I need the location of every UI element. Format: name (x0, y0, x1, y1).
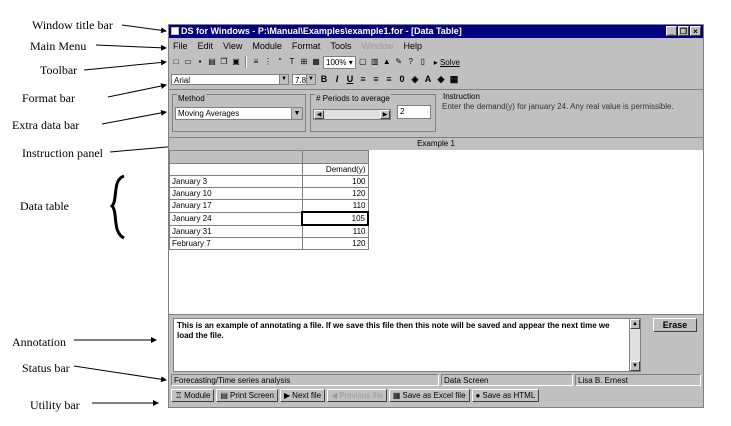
annotation-text[interactable]: This is an example of annotating a file. If we save this file then this note will be saved and appear the next time we load the file. (177, 321, 610, 340)
table-row (170, 212, 369, 225)
save-html-button[interactable]: ● Save as HTML (472, 389, 540, 402)
scroll-left-arrow[interactable]: ◀ (314, 110, 324, 119)
row-label[interactable]: January 10 (170, 188, 303, 200)
instruction-label: Instruction (443, 92, 480, 101)
align-left-icon[interactable]: ≡ (360, 74, 366, 84)
menu-module[interactable]: Module (252, 41, 282, 51)
menu-file[interactable]: File (173, 41, 188, 51)
minimize-button[interactable]: _ (666, 26, 677, 36)
status-bar (171, 374, 701, 386)
column-header-demand[interactable]: Demand(y) (302, 164, 368, 176)
annotation-scrollbar[interactable] (629, 319, 640, 371)
label-status-bar: Status bar (22, 361, 70, 375)
row-label[interactable]: January 3 (170, 176, 303, 188)
row-label[interactable]: January 17 (170, 200, 303, 213)
new-file-icon[interactable]: □ (173, 57, 179, 66)
module-icon: ♖ (175, 391, 183, 400)
status-screen: Data Screen (441, 374, 573, 386)
demand-cell[interactable]: 100 (302, 176, 368, 188)
row-label[interactable]: January 24 (170, 212, 303, 225)
window-title: DS for Windows - P:\Manual\Examples\example1.for - [Data Table] (181, 26, 462, 36)
header-cell (170, 151, 303, 164)
font-select[interactable]: Arial ▼ (171, 74, 289, 85)
italic-button[interactable]: I (335, 74, 339, 84)
demand-cell[interactable]: 110 (302, 225, 368, 238)
periods-group (310, 94, 436, 132)
quote-icon[interactable]: " (278, 57, 282, 66)
copy-icon[interactable]: ❐ (220, 57, 228, 66)
menu-edit[interactable]: Edit (197, 41, 214, 51)
toolbar-separator (245, 56, 247, 68)
format-bar (171, 72, 701, 86)
calculator-icon[interactable]: ▥ (370, 57, 379, 66)
insert-row-icon[interactable]: ≡ (253, 57, 259, 66)
status-module: Forecasting/Time series analysis (171, 374, 439, 386)
app-window (168, 24, 704, 408)
print-icon: ▤ (220, 391, 228, 400)
instruction-panel (440, 94, 702, 132)
grid-icon[interactable]: ⊞ (300, 57, 308, 66)
insert-column-icon[interactable]: ⋮ (264, 57, 272, 66)
edit-icon[interactable]: ✎ (395, 57, 403, 66)
font-color-icon[interactable]: A (424, 74, 432, 84)
help-book-icon[interactable]: ▯ (420, 57, 425, 66)
window-title-bar[interactable] (169, 25, 703, 38)
close-button[interactable]: × (690, 26, 701, 36)
globe-icon: ● (475, 391, 481, 400)
window-icon[interactable]: ▢ (358, 57, 367, 66)
table-row (170, 238, 369, 250)
previous-file-button: ◀ Previous file (327, 389, 387, 402)
data-table (169, 150, 703, 315)
restore-button[interactable]: ❐ (679, 27, 688, 36)
bold-button[interactable]: B (320, 74, 328, 84)
main-menu (171, 40, 424, 52)
label-data-table: Data table (20, 199, 69, 213)
triangle-icon[interactable]: ▲ (382, 57, 391, 66)
demand-cell-active[interactable]: 105 (302, 212, 368, 225)
label-toolbar: Toolbar (40, 63, 78, 77)
label-instruction-panel: Instruction panel (22, 146, 103, 160)
row-label-cell[interactable] (170, 164, 303, 176)
save-excel-button[interactable]: ▦ Save as Excel file (389, 389, 470, 402)
table-row (170, 225, 369, 238)
menu-window: Window (361, 41, 394, 51)
text-format-icon[interactable]: T (289, 57, 295, 66)
next-file-icon: ▶ (284, 391, 291, 400)
menu-help[interactable]: Help (403, 41, 422, 51)
table-row (170, 200, 369, 213)
instruction-text: Enter the demand(y) for january 24. Any real value is permissible. (442, 102, 674, 111)
next-file-button[interactable]: ▶ Next file (280, 389, 325, 402)
method-group (172, 94, 306, 132)
periods-slider[interactable] (313, 109, 391, 120)
label-utility-bar: Utility bar (30, 398, 80, 412)
erase-button[interactable]: Erase (653, 318, 697, 332)
label-format-bar: Format bar (22, 91, 75, 105)
font-size-select[interactable]: 7.8 ▼ (292, 74, 316, 85)
periods-input[interactable]: 2 (397, 105, 431, 119)
extra-data-bar (169, 89, 703, 136)
save-icon[interactable]: ▪ (198, 57, 202, 66)
annotation-box[interactable] (173, 318, 641, 372)
previous-file-icon: ◀ (331, 391, 338, 400)
paste-icon[interactable]: ▣ (232, 57, 240, 66)
app-icon[interactable] (171, 27, 179, 35)
toolbar (171, 55, 701, 69)
utility-bar (171, 389, 701, 403)
status-user: Lisa B. Ernest (575, 374, 701, 386)
table-row (170, 176, 369, 188)
help-pointer-icon[interactable]: ? (408, 57, 413, 66)
zoom-select[interactable]: 100% ▾ (323, 56, 356, 69)
scroll-right-arrow[interactable]: ▶ (380, 110, 390, 119)
table-icon[interactable]: ▦ (312, 57, 320, 66)
demand-cell[interactable]: 120 (302, 188, 368, 200)
border-icon[interactable]: ▦ (449, 74, 459, 84)
fill-color-icon[interactable]: ◈ (411, 74, 419, 84)
print-screen-button[interactable]: ▤ Print Screen (216, 389, 278, 402)
align-center-icon[interactable]: ≡ (373, 74, 379, 84)
row-label[interactable]: January 31 (170, 225, 303, 238)
decimal-icon[interactable]: 0 (399, 74, 405, 84)
periods-label: # Periods to average (316, 94, 390, 103)
method-dropdown[interactable]: Moving Averages ▼ (175, 107, 303, 120)
label-annotation: Annotation (12, 335, 66, 349)
scroll-down-arrow[interactable]: ▼ (630, 361, 640, 371)
row-label[interactable]: February 7 (170, 238, 303, 250)
align-right-icon[interactable]: ≡ (386, 74, 392, 84)
menu-tools[interactable]: Tools (330, 41, 352, 51)
module-button[interactable]: ♖ Module (171, 389, 214, 402)
demand-cell[interactable]: 110 (302, 200, 368, 213)
excel-icon: ▦ (392, 391, 401, 400)
open-folder-icon[interactable]: ▭ (184, 57, 192, 66)
underline-button[interactable]: U (346, 74, 354, 84)
demand-cell[interactable]: 120 (302, 238, 368, 250)
menu-view[interactable]: View (223, 41, 243, 51)
label-window-title-bar: Window title bar (32, 18, 113, 32)
menu-format[interactable]: Format (291, 41, 321, 51)
sheet-title: Example 1 (169, 137, 703, 151)
method-label: Method (178, 94, 205, 103)
solve-button[interactable]: ▸ Solve (433, 57, 460, 67)
table-row (170, 188, 369, 200)
highlight-icon[interactable]: ◆ (437, 74, 445, 84)
header-cell (302, 151, 368, 164)
print-icon[interactable]: ▤ (208, 57, 216, 66)
label-extra-data-bar: Extra data bar (12, 118, 80, 132)
label-main-menu: Main Menu (30, 39, 87, 53)
scroll-up-arrow[interactable]: ▲ (630, 319, 640, 329)
